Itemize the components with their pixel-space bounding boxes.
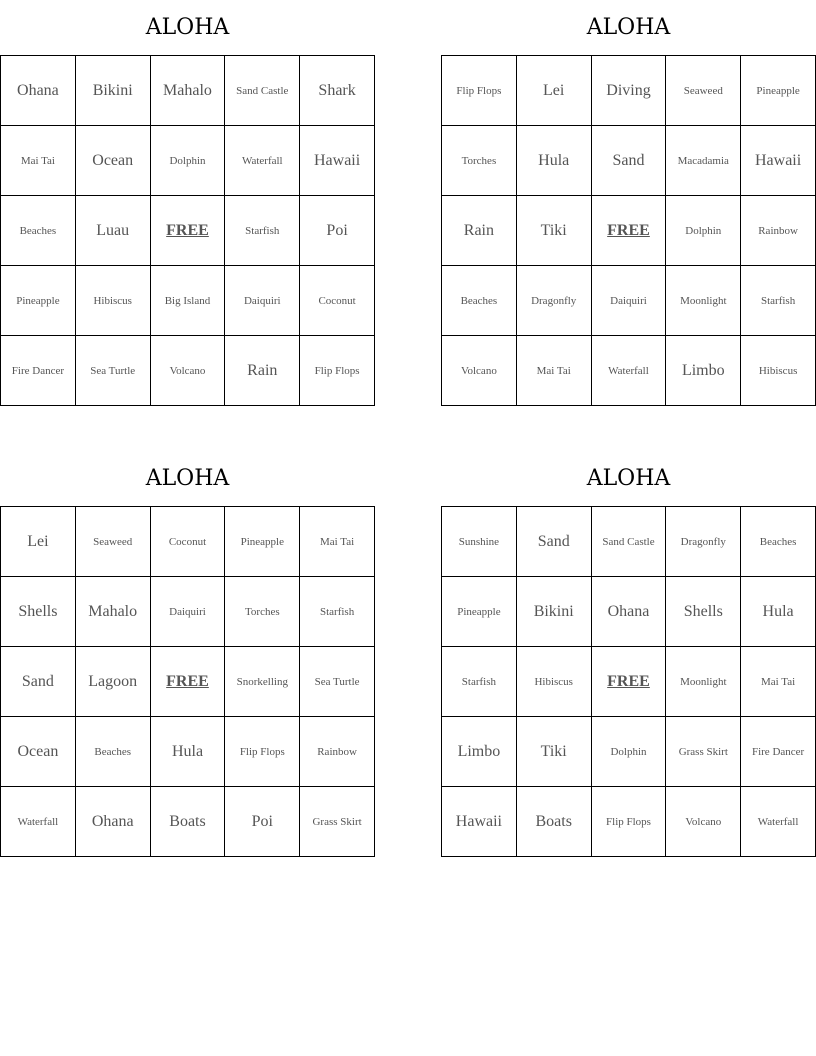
bingo-cell: Diving: [592, 56, 667, 126]
bingo-cell: Grass Skirt: [300, 787, 375, 857]
bingo-cell: Daiquiri: [151, 577, 226, 647]
bingo-cell: Seaweed: [666, 56, 741, 126]
bingo-cell: Hibiscus: [741, 336, 816, 406]
bingo-cell: Luau: [76, 196, 151, 266]
bingo-cell: Mai Tai: [517, 336, 592, 406]
bingo-cell: Mai Tai: [741, 647, 816, 717]
bingo-cell: Dolphin: [666, 196, 741, 266]
bingo-cell: Moonlight: [666, 647, 741, 717]
bingo-cell: Coconut: [151, 507, 226, 577]
bingo-cell: Beaches: [76, 717, 151, 787]
bingo-cell: Lagoon: [76, 647, 151, 717]
bingo-cell: Grass Skirt: [666, 717, 741, 787]
bingo-cell: Lei: [517, 56, 592, 126]
bingo-cell: Starfish: [300, 577, 375, 647]
bingo-cell: Volcano: [666, 787, 741, 857]
card-title: ALOHA: [145, 15, 230, 40]
bingo-cell: Volcano: [442, 336, 517, 406]
bingo-cell: Rainbow: [741, 196, 816, 266]
bingo-cell: Ocean: [76, 126, 151, 196]
bingo-cell: Fire Dancer: [1, 336, 76, 406]
bingo-grid: [0, 55, 375, 406]
bingo-cell: Beaches: [1, 196, 76, 266]
bingo-cell: Pineapple: [1, 266, 76, 336]
bingo-cell: Poi: [225, 787, 300, 857]
bingo-cell: Sand Castle: [225, 56, 300, 126]
bingo-cell: Ohana: [592, 577, 667, 647]
bingo-cell: Coconut: [300, 266, 375, 336]
bingo-cell: Waterfall: [741, 787, 816, 857]
bingo-cell: Torches: [442, 126, 517, 196]
bingo-cell: Dragonfly: [517, 266, 592, 336]
bingo-cell: Sea Turtle: [300, 647, 375, 717]
bingo-cell: Flip Flops: [592, 787, 667, 857]
bingo-cell: Hula: [517, 126, 592, 196]
bingo-cell: Hawaii: [442, 787, 517, 857]
bingo-cell: Beaches: [741, 507, 816, 577]
bingo-cell: Poi: [300, 196, 375, 266]
bingo-cell: Daiquiri: [225, 266, 300, 336]
bingo-grid: [0, 506, 375, 857]
bingo-cell: Flip Flops: [300, 336, 375, 406]
bingo-cell: Bikini: [517, 577, 592, 647]
bingo-cell: Tiki: [517, 717, 592, 787]
bingo-card-2: [441, 0, 816, 406]
bingo-cell: Hawaii: [300, 126, 375, 196]
bingo-cell: Rainbow: [300, 717, 375, 787]
bingo-cell: Mai Tai: [300, 507, 375, 577]
bingo-cell: Shells: [1, 577, 76, 647]
card-title: ALOHA: [586, 466, 671, 491]
card-title: ALOHA: [145, 466, 230, 491]
bingo-cell: Hawaii: [741, 126, 816, 196]
bingo-cell: Sand: [1, 647, 76, 717]
bingo-cell: Starfish: [225, 196, 300, 266]
bingo-cell: Mai Tai: [1, 126, 76, 196]
bingo-cell: Moonlight: [666, 266, 741, 336]
bingo-cell: Hula: [151, 717, 226, 787]
bingo-cell: Mahalo: [76, 577, 151, 647]
free-space: FREE: [151, 647, 226, 717]
bingo-cell: Sand: [592, 126, 667, 196]
bingo-cell: Sea Turtle: [76, 336, 151, 406]
bingo-cell: Hibiscus: [76, 266, 151, 336]
bingo-cell: Rain: [225, 336, 300, 406]
bingo-cell: Starfish: [741, 266, 816, 336]
bingo-cell: Ohana: [76, 787, 151, 857]
bingo-cell: Waterfall: [592, 336, 667, 406]
bingo-cell: Dragonfly: [666, 507, 741, 577]
bingo-grid: [441, 55, 816, 406]
bingo-cell: Beaches: [442, 266, 517, 336]
bingo-cell: Waterfall: [1, 787, 76, 857]
bingo-cell: Fire Dancer: [741, 717, 816, 787]
bingo-cell: Flip Flops: [442, 56, 517, 126]
bingo-cell: Dolphin: [151, 126, 226, 196]
bingo-cell: Pineapple: [442, 577, 517, 647]
bingo-cell: Macadamia: [666, 126, 741, 196]
card-title: ALOHA: [586, 15, 671, 40]
bingo-cell: Limbo: [442, 717, 517, 787]
bingo-cell: Shells: [666, 577, 741, 647]
bingo-cell: Snorkelling: [225, 647, 300, 717]
bingo-cell: Ocean: [1, 717, 76, 787]
bingo-card-1: [0, 0, 375, 406]
bingo-card-3: [0, 451, 375, 857]
free-space: FREE: [592, 196, 667, 266]
bingo-cell: Sand Castle: [592, 507, 667, 577]
bingo-cell: Volcano: [151, 336, 226, 406]
bingo-cell: Rain: [442, 196, 517, 266]
bingo-cell: Hibiscus: [517, 647, 592, 717]
bingo-cell: Shark: [300, 56, 375, 126]
bingo-cell: Boats: [151, 787, 226, 857]
bingo-cell: Sand: [517, 507, 592, 577]
free-space: FREE: [592, 647, 667, 717]
bingo-cell: Hula: [741, 577, 816, 647]
free-space: FREE: [151, 196, 226, 266]
bingo-cell: Starfish: [442, 647, 517, 717]
bingo-cell: Limbo: [666, 336, 741, 406]
bingo-cell: Lei: [1, 507, 76, 577]
bingo-cell: Boats: [517, 787, 592, 857]
bingo-cell: Tiki: [517, 196, 592, 266]
bingo-card-4: [441, 451, 816, 857]
bingo-cell: Seaweed: [76, 507, 151, 577]
bingo-cell: Daiquiri: [592, 266, 667, 336]
bingo-cell: Pineapple: [225, 507, 300, 577]
bingo-cell: Dolphin: [592, 717, 667, 787]
bingo-cell: Torches: [225, 577, 300, 647]
bingo-cell: Waterfall: [225, 126, 300, 196]
bingo-cell: Sunshine: [442, 507, 517, 577]
bingo-cell: Ohana: [1, 56, 76, 126]
bingo-cell: Flip Flops: [225, 717, 300, 787]
bingo-cell: Bikini: [76, 56, 151, 126]
bingo-cell: Pineapple: [741, 56, 816, 126]
bingo-cell: Mahalo: [151, 56, 226, 126]
bingo-grid: [441, 506, 816, 857]
bingo-cell: Big Island: [151, 266, 226, 336]
